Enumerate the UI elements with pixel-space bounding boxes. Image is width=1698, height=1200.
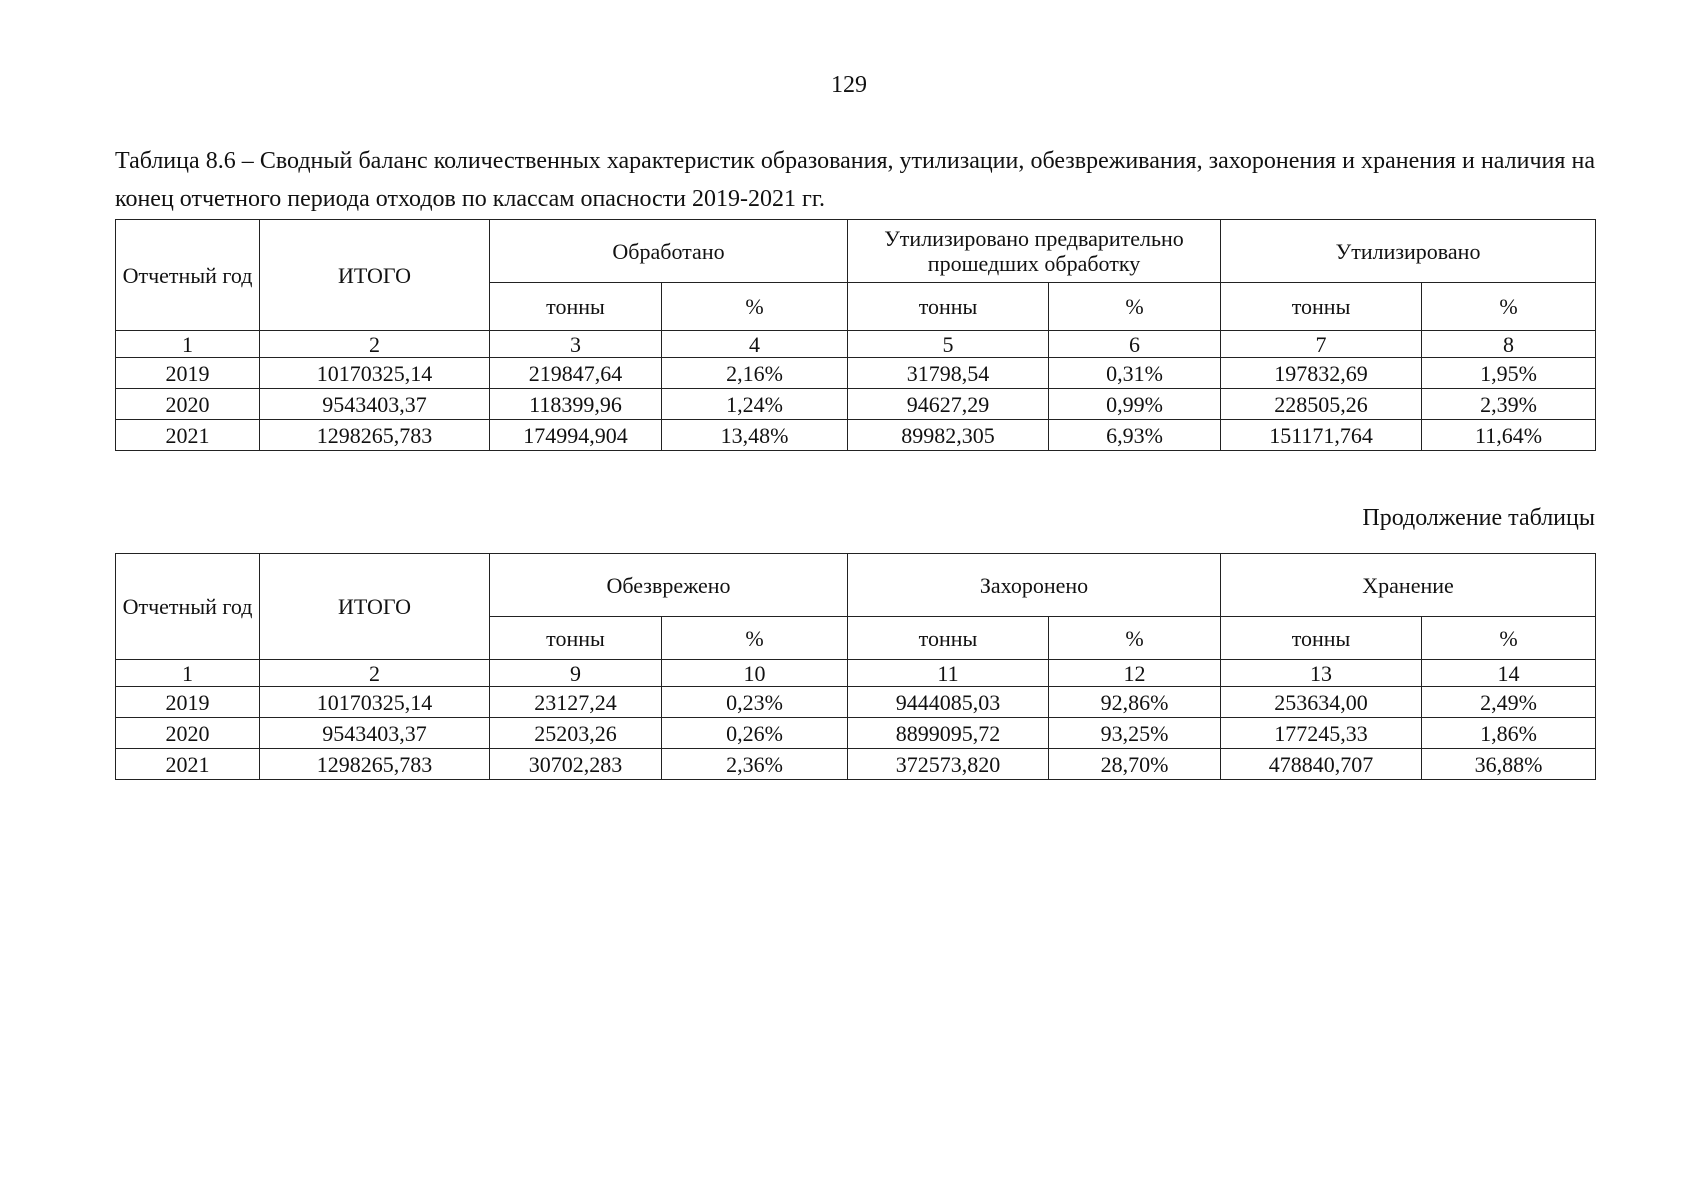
table-cell: 0,99% bbox=[1049, 389, 1221, 420]
table-cell: 228505,26 bbox=[1221, 389, 1422, 420]
page-number: 129 bbox=[831, 72, 867, 98]
column-number: 6 bbox=[1049, 331, 1221, 358]
table-cell: 30702,283 bbox=[490, 749, 662, 780]
table-cell: 8899095,72 bbox=[848, 718, 1049, 749]
table-cell: 23127,24 bbox=[490, 687, 662, 718]
group-header-neutralized: Обезврежено bbox=[490, 554, 848, 617]
column-number: 2 bbox=[260, 331, 490, 358]
table-cell: 92,86% bbox=[1049, 687, 1221, 718]
table-cell: 2,36% bbox=[662, 749, 848, 780]
table-cell: 93,25% bbox=[1049, 718, 1221, 749]
table-cell: 0,23% bbox=[662, 687, 848, 718]
column-header-year: Отчетный год bbox=[116, 220, 260, 331]
column-number: 13 bbox=[1221, 660, 1422, 687]
table-row bbox=[116, 718, 1596, 749]
table-cell: 2021 bbox=[116, 420, 260, 451]
table-cell: 2,49% bbox=[1422, 687, 1596, 718]
column-number: 7 bbox=[1221, 331, 1422, 358]
table-cell: 31798,54 bbox=[848, 358, 1049, 389]
column-number: 1 bbox=[116, 660, 260, 687]
column-number: 1 bbox=[116, 331, 260, 358]
table-cell: 219847,64 bbox=[490, 358, 662, 389]
table-cell: 0,26% bbox=[662, 718, 848, 749]
table-cell: 1298265,783 bbox=[260, 749, 490, 780]
waste-balance-table-continued bbox=[115, 553, 1596, 780]
table-row bbox=[116, 687, 1596, 718]
table-cell: 478840,707 bbox=[1221, 749, 1422, 780]
table-cell: 1,24% bbox=[662, 389, 848, 420]
table-cell: 253634,00 bbox=[1221, 687, 1422, 718]
column-header-total: ИТОГО bbox=[260, 554, 490, 660]
table-cell: 2019 bbox=[116, 687, 260, 718]
table-cell: 2020 bbox=[116, 718, 260, 749]
unit-header: % bbox=[662, 617, 848, 660]
table-row bbox=[116, 420, 1596, 451]
group-header-buried: Захоронено bbox=[848, 554, 1221, 617]
table-cell: 89982,305 bbox=[848, 420, 1049, 451]
table-cell: 2019 bbox=[116, 358, 260, 389]
unit-header: тонны bbox=[490, 283, 662, 331]
table-cell: 197832,69 bbox=[1221, 358, 1422, 389]
group-header-storage: Хранение bbox=[1221, 554, 1596, 617]
table-cell: 177245,33 bbox=[1221, 718, 1422, 749]
unit-header: тонны bbox=[490, 617, 662, 660]
table-cell: 28,70% bbox=[1049, 749, 1221, 780]
unit-header: % bbox=[1049, 283, 1221, 331]
unit-header: % bbox=[1422, 283, 1596, 331]
table-cell: 9444085,03 bbox=[848, 687, 1049, 718]
table-cell: 13,48% bbox=[662, 420, 848, 451]
table-cell: 11,64% bbox=[1422, 420, 1596, 451]
table-cell: 0,31% bbox=[1049, 358, 1221, 389]
table-cell: 1,86% bbox=[1422, 718, 1596, 749]
column-number: 5 bbox=[848, 331, 1049, 358]
table-cell: 9543403,37 bbox=[260, 389, 490, 420]
table-header-row bbox=[116, 554, 1596, 617]
table-cell: 9543403,37 bbox=[260, 718, 490, 749]
unit-header: % bbox=[1422, 617, 1596, 660]
table-row bbox=[116, 749, 1596, 780]
table-cell: 372573,820 bbox=[848, 749, 1049, 780]
table-cell: 2,39% bbox=[1422, 389, 1596, 420]
table-cell: 2021 bbox=[116, 749, 260, 780]
table-cell: 151171,764 bbox=[1221, 420, 1422, 451]
table-cell: 1,95% bbox=[1422, 358, 1596, 389]
column-number: 9 bbox=[490, 660, 662, 687]
group-header-processed: Обработано bbox=[490, 220, 848, 283]
column-number-row bbox=[116, 660, 1596, 687]
column-number-row bbox=[116, 331, 1596, 358]
column-number: 8 bbox=[1422, 331, 1596, 358]
table-cell: 2,16% bbox=[662, 358, 848, 389]
table-row bbox=[116, 358, 1596, 389]
table-cell: 10170325,14 bbox=[260, 358, 490, 389]
unit-header: % bbox=[662, 283, 848, 331]
column-number: 11 bbox=[848, 660, 1049, 687]
table-cell: 94627,29 bbox=[848, 389, 1049, 420]
table-caption: Таблица 8.6 – Сводный баланс количественных характеристик образования, утилизации, обезвреживания, захоронения и хранения и наличия на конец отчетного периода отходов по классам опасности 2019-2021 гг. bbox=[115, 148, 1595, 212]
unit-header: тонны bbox=[1221, 617, 1422, 660]
table-cell: 2020 bbox=[116, 389, 260, 420]
table-row bbox=[116, 389, 1596, 420]
unit-header: тонны bbox=[848, 617, 1049, 660]
table-cell: 25203,26 bbox=[490, 718, 662, 749]
column-number: 4 bbox=[662, 331, 848, 358]
column-number: 10 bbox=[662, 660, 848, 687]
waste-balance-table bbox=[115, 219, 1596, 451]
unit-header: % bbox=[1049, 617, 1221, 660]
table-cell: 174994,904 bbox=[490, 420, 662, 451]
column-number: 12 bbox=[1049, 660, 1221, 687]
column-number: 2 bbox=[260, 660, 490, 687]
group-header-utilized-after-processing: Утилизировано предварительно прошедших обработку bbox=[848, 220, 1221, 283]
column-header-total: ИТОГО bbox=[260, 220, 490, 331]
table-cell: 1298265,783 bbox=[260, 420, 490, 451]
table-cell: 118399,96 bbox=[490, 389, 662, 420]
column-number: 3 bbox=[490, 331, 662, 358]
unit-header: тонны bbox=[848, 283, 1049, 331]
group-header-utilized: Утилизировано bbox=[1221, 220, 1596, 283]
column-header-year: Отчетный год bbox=[116, 554, 260, 660]
column-number: 14 bbox=[1422, 660, 1596, 687]
table-cell: 6,93% bbox=[1049, 420, 1221, 451]
continuation-label: Продолжение таблицы bbox=[1362, 505, 1595, 531]
table-cell: 36,88% bbox=[1422, 749, 1596, 780]
unit-header: тонны bbox=[1221, 283, 1422, 331]
table-cell: 10170325,14 bbox=[260, 687, 490, 718]
table-header-row bbox=[116, 220, 1596, 283]
